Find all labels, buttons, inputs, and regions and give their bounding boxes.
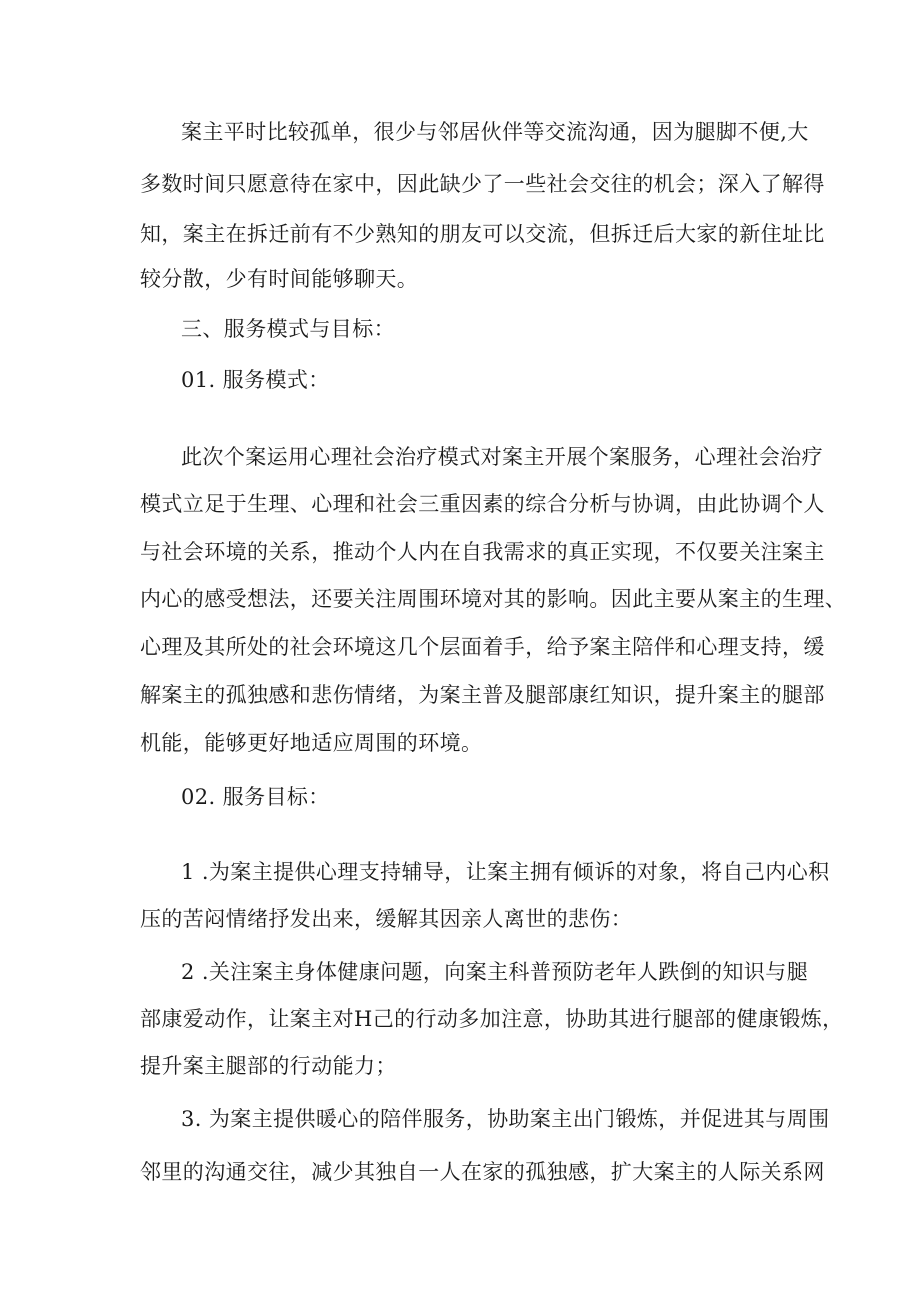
goal-2-line-1: 2 .关注案主身体健康问题，向案主科普预防老年人跌倒的知识与腿	[181, 960, 809, 984]
goal-1-line-1: 1 .为案主提供心理支持辅导，让案主拥有倾诉的对象，将自己内心积	[181, 860, 830, 884]
paragraph-intro-line-1: 案主平时比较孤单，很少与邻居伙伴等交流沟通，因为腿脚不便,大	[181, 120, 809, 144]
paragraph-service-model-line-4: 内心的感受想法，还要关注周围环境对其的影响。因此主要从案主的生理、	[140, 587, 847, 611]
paragraph-service-model-line-2: 模式立足于生理、心理和社会三重因素的综合分析与协调，由此协调个人	[140, 492, 825, 516]
paragraph-intro-line-4: 较分散，少有时间能够聊天。	[140, 267, 419, 291]
section-3-heading: 三、服务模式与目标：	[181, 317, 395, 341]
goal-3-line-1: 3. 为案主提供暖心的陪伴服务，协助案主出门锻炼，并促进其与周围	[181, 1107, 830, 1131]
paragraph-service-model-line-3: 与社会环境的关系，推动个人内在自我需求的真正实现，不仅要关注案主	[140, 540, 825, 564]
sub-heading-01: 01. 服务模式：	[181, 368, 330, 392]
paragraph-service-model-line-1: 此次个案运用心理社会治疗模式对案主开展个案服务，心理社会治疗	[181, 445, 823, 469]
goal-2-line-2: 部康爱动作，让案主对H己的行动多加注意，协助其进行腿部的健康锻炼，	[140, 1007, 844, 1031]
paragraph-intro-line-2: 多数时间只愿意待在家中，因此缺少了一些社会交往的机会；深入了解得	[140, 172, 825, 196]
goal-2-line-3: 提升案主腿部的行动能力；	[140, 1054, 397, 1078]
goal-1-line-2: 压的苦闷情绪抒发出来，缓解其因亲人离世的悲伤：	[140, 907, 633, 931]
paragraph-intro-line-3: 知，案主在拆迁前有不少熟知的朋友可以交流，但拆迁后大家的新住址比	[140, 222, 825, 246]
paragraph-service-model-line-5: 心理及其所处的社会环境这几个层面着手，给予案主陪伴和心理支持，缓	[140, 635, 825, 659]
paragraph-service-model-line-7: 机能，能够更好地适应周围的环境。	[140, 731, 483, 755]
paragraph-service-model-line-6: 解案主的孤独感和悲伤情绪，为案主普及腿部康红知识，提升案主的腿部	[140, 683, 825, 707]
goal-3-line-2: 邻里的沟通交往，减少其独自一人在家的孤独感，扩大案主的人际关系网	[140, 1160, 825, 1184]
sub-heading-02: 02. 服务目标：	[181, 785, 330, 809]
